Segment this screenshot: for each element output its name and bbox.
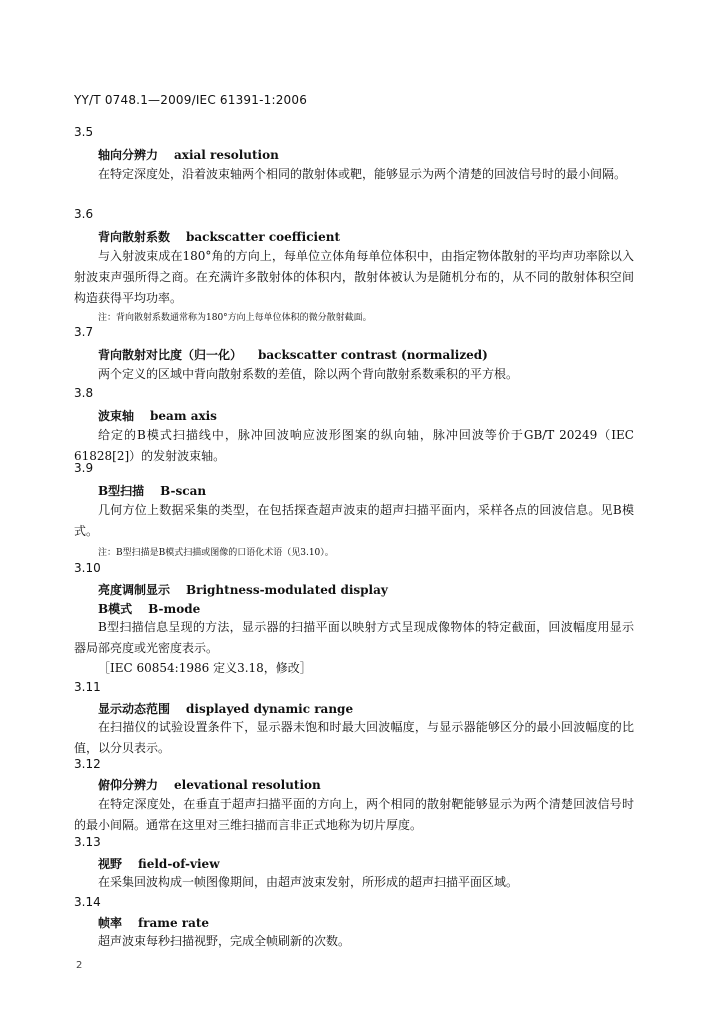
note: 注：B型扫描是B模式扫描或图像的口语化术语（见3.10）。 <box>98 548 334 558</box>
term-chinese: 帧率 <box>98 916 123 930</box>
definition-paragraph: 两个定义的区域中背向散射系数的差值，除以两个背向散射系数乘积的平方根。 <box>98 367 519 381</box>
term-line <box>98 581 388 598</box>
term-english: frame rate <box>138 916 210 930</box>
definition-paragraph: 超声波束每秒扫描视野，完成全帧刷新的次数。 <box>98 934 351 948</box>
term-english: axial resolution <box>174 148 279 162</box>
document-header: YY/T 0748.1—2009/IEC 61391-1:2006 <box>74 93 308 107</box>
definition-paragraph: B型扫描信息呈现的方法，显示器的扫描平面以映射方式呈现成像物体的特定截面，回波幅度用显示器局部亮度或光密度表示。 <box>74 620 634 655</box>
term-english: beam axis <box>150 409 217 423</box>
term-english: field-of-view <box>138 857 220 871</box>
term-english: B-scan <box>160 484 207 498</box>
section-number: 3.7 <box>74 325 94 339</box>
note: 注：背向散射系数通常称为180°方向上每单位体积的微分散射截面。 <box>98 313 372 323</box>
term-line <box>98 482 206 499</box>
term-english: backscatter contrast (normalized) <box>258 348 488 362</box>
term-line <box>98 146 279 163</box>
source-reference: ［IEC 60854:1986 定义3.18，修改］ <box>98 661 312 675</box>
definition-paragraph: 给定的B模式扫描线中，脉冲回波响应波形图案的纵向轴，脉冲回波等价于GB/T 20249（IEC 61828[2]）的发射波束轴。 <box>74 428 634 463</box>
section-number: 3.12 <box>74 757 101 771</box>
term-chinese: 亮度调制显示 <box>98 583 171 597</box>
term-english: Brightness-modulated display <box>186 583 388 597</box>
term-chinese: 轴向分辨力 <box>98 148 159 162</box>
term-chinese: 背向散射系数 <box>98 230 171 244</box>
term-chinese: 波束轴 <box>98 409 135 423</box>
term-chinese: 背向散射对比度（归一化） <box>98 348 243 362</box>
term-line <box>98 228 340 245</box>
term-english: backscatter coefficient <box>186 230 340 244</box>
section-number: 3.10 <box>74 561 101 575</box>
section-number: 3.14 <box>74 895 101 909</box>
section-number: 3.6 <box>74 207 94 221</box>
definition-paragraph: 几何方位上数据采集的类型，在包括探查超声波束的超声扫描平面内，采样各点的回波信息。见B模式。 <box>74 503 634 538</box>
term-chinese: 显示动态范围 <box>98 702 171 716</box>
section-number: 3.9 <box>74 461 94 475</box>
term-line <box>98 855 220 872</box>
definition-paragraph: 在采集回波构成一帧图像期间，由超声波束发射，所形成的超声扫描平面区域。 <box>98 875 519 889</box>
section-number: 3.5 <box>74 125 94 139</box>
term-line <box>98 914 209 931</box>
section-number: 3.11 <box>74 680 101 694</box>
page-number: 2 <box>76 960 83 971</box>
term-chinese: 俯仰分辨力 <box>98 778 159 792</box>
definition-paragraph: 在特定深度处，沿着波束轴两个相同的散射体或靶，能够显示为两个清楚的回波信号时的最小间隔。 <box>98 167 627 181</box>
definition-paragraph: 在扫描仪的试验设置条件下，显示器未饱和时最大回波幅度，与显示器能够区分的最小回波幅度的比值，以分贝表示。 <box>74 720 634 755</box>
section-number: 3.13 <box>74 835 101 849</box>
term-line <box>98 407 217 424</box>
term-chinese: B模式 <box>98 602 133 616</box>
term-english: B-mode <box>148 602 201 616</box>
term-line <box>98 700 353 717</box>
term-chinese: B型扫描 <box>98 484 145 498</box>
term-chinese: 视野 <box>98 857 123 871</box>
term-line-synonym <box>98 600 200 617</box>
definition-paragraph: 在特定深度处，在垂直于超声扫描平面的方向上，两个相同的散射靶能够显示为两个清楚回波信号时的最小间隔。通常在这里对三维扫描而言非正式地称为切片厚度。 <box>74 797 634 832</box>
term-english: displayed dynamic range <box>186 702 354 716</box>
term-english: elevational resolution <box>174 778 321 792</box>
section-number: 3.8 <box>74 386 94 400</box>
term-line <box>98 776 321 793</box>
definition-paragraph: 与入射波束成在180°角的方向上，每单位立体角每单位体积中，由指定物体散射的平均声功率除以入射波束声强所得之商。在充满许多散射体的体积内，散射体被认为是随机分布的，从不同的散射体积空间构造获得平均功率。 <box>74 249 634 305</box>
term-line <box>98 346 488 363</box>
